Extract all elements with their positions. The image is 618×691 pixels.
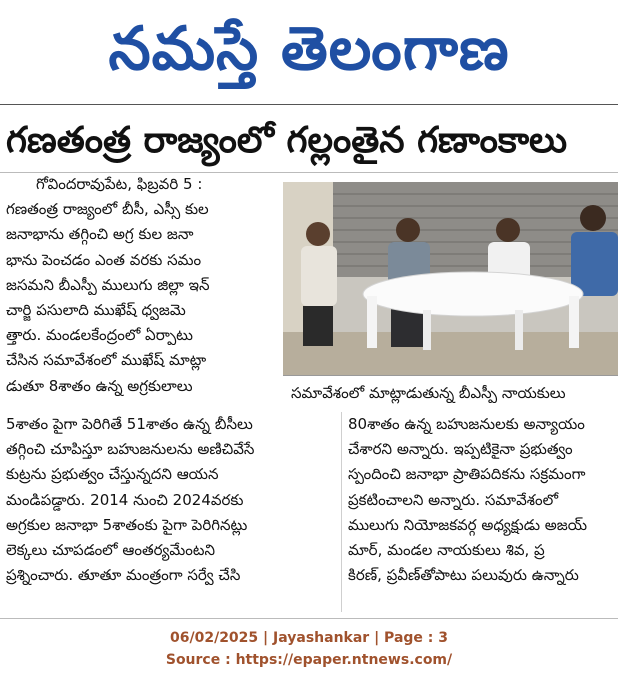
article-line: మార్, మండల నాయకులు శివ, ప్ర (348, 541, 545, 560)
article-line: మండిపడ్డారు. 2014 నుంచి 2024వరకు (6, 490, 244, 509)
article-left-column (6, 172, 276, 399)
article-line: చార్జి పసులాది ముఖేష్ ధ్వజమె (6, 301, 186, 320)
article-line: లెక్కలు చూపడంలో ఆంతర్యమేంటని (6, 541, 215, 560)
masthead (0, 0, 618, 100)
article-line: ప్రశ్నించారు. తూతూ మంత్రంగా సర్వే చేసి (6, 566, 241, 585)
article-headline: గణతంత్ర రాజ్యంలో గల్లంతైన గణాంకాలు (6, 120, 568, 161)
article-line: స్పందించి జనాభా ప్రాతిపదికను సక్రమంగా (348, 465, 586, 484)
article-line: అగ్రకుల జనాభా 5శాతంకు పైగా పెరిగినట్లు (6, 515, 248, 534)
article-line: ములుగు నియోజకవర్గ అధ్యక్షుడు అజయ్ (348, 515, 588, 534)
article-line: కిరణ్, ప్రవీణ్‌తోపాటు పలువురు ఉన్నారు (348, 566, 579, 585)
article-line: గోవిందరావుపేట, ఫిబ్రవరి 5 : (36, 175, 203, 193)
footer-source[interactable]: Source : https://epaper.ntnews.com/ (165, 652, 453, 668)
article-left-column-lower (6, 412, 340, 588)
article-line: చేసిన సమావేశంలో ముఖేష్ మాట్లా (6, 351, 207, 370)
article-right-column (348, 412, 618, 588)
footer-divider (0, 618, 618, 619)
column-divider (341, 412, 342, 612)
footer-edition-info: 06/02/2025 | Jayashankar | Page : 3 (170, 630, 448, 646)
photo-caption: సమావేశంలో మాట్లాడుతున్న బీఎస్పీ నాయకులు (283, 375, 618, 410)
article-line: చేశారని అన్నారు. ఇప్పటికైనా ప్రభుత్వం (348, 440, 573, 459)
article-line: జసమని బీఎస్పీ ములుగు జిల్లా ఇన్ (6, 275, 210, 294)
masthead-title: నమస్తే తెలంగాణ (108, 14, 510, 84)
photo-image (283, 182, 618, 375)
article-line: జనాభాను తగ్గించి అగ్ర కుల జనా (6, 225, 194, 244)
article-line: డుతూ 8శాతం ఉన్న అగ్రకులాలు (6, 376, 193, 395)
news-photo (283, 182, 618, 410)
article-line: త్తారు. మండలకేంద్రంలో ఏర్పాటు (6, 326, 193, 345)
article-line: ప్రకటించాలని అన్నారు. సమావేశంలో (348, 490, 559, 509)
article-line: తగ్గించి చూపిస్తూ బహుజనులను అణిచివేసే (6, 440, 255, 459)
article-line: భాను పెంచడం ఎంత వరకు సమం (6, 250, 202, 269)
article-line: 5శాతం పైగా పెరిగితే 51శాతం ఉన్న బీసీలు (6, 415, 253, 433)
article-line: కుట్రను ప్రభుత్వం చేస్తున్నదని ఆయన (6, 465, 219, 484)
masthead-divider (0, 104, 618, 105)
article-line: గణతంత్ర రాజ్యంలో బీసీ, ఎస్సీ కుల (6, 200, 209, 219)
article-line: 80శాతం ఉన్న బహుజనులకు అన్యాయం (348, 415, 585, 433)
